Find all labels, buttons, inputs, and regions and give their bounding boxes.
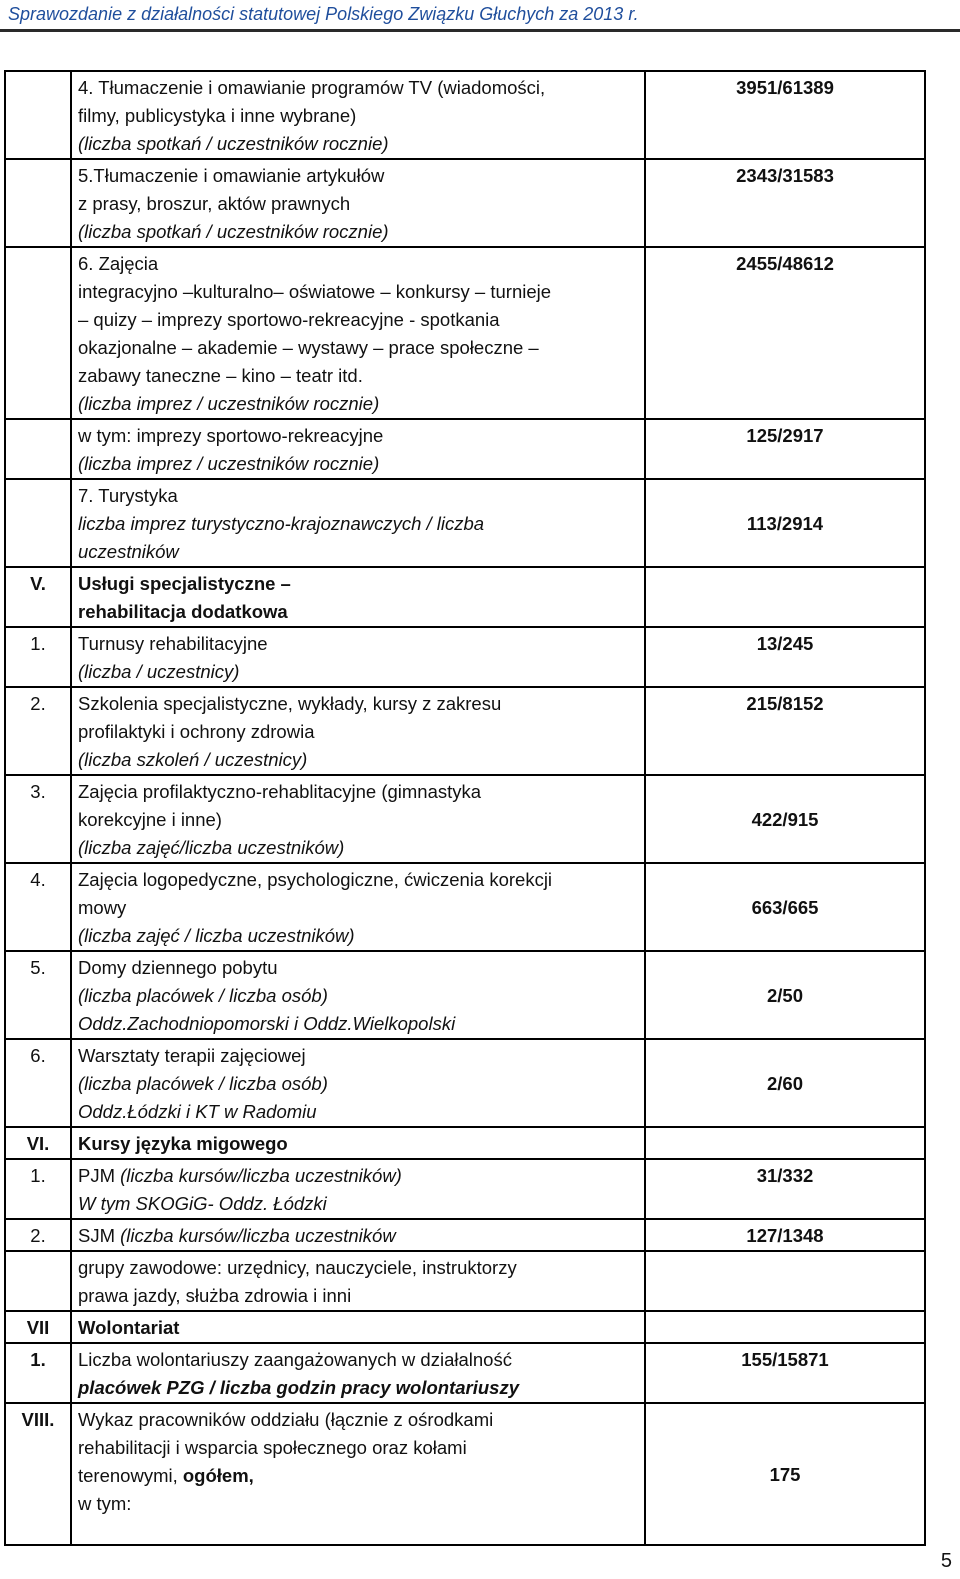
row-description xyxy=(71,567,645,627)
row-text: 5.Tłumaczenie i omawianie artykułów xyxy=(78,165,385,186)
row-text: Warsztaty terapii zajęciowej xyxy=(78,1045,306,1066)
row-value: 155/15871 xyxy=(645,1343,925,1403)
row-description xyxy=(71,1343,645,1403)
course-name: SJM xyxy=(78,1225,121,1246)
row-value: 2/50 xyxy=(645,951,925,1039)
report-header xyxy=(0,0,960,32)
table-row xyxy=(5,247,925,419)
row-text: (liczba placówek / liczba osób) xyxy=(78,1073,328,1094)
row-description xyxy=(71,159,645,247)
row-text: Domy dziennego pobytu xyxy=(78,957,278,978)
row-text: (liczba spotkań / uczestników rocznie) xyxy=(78,221,389,242)
row-description xyxy=(71,627,645,687)
row-value xyxy=(645,1311,925,1343)
row-text: w tym: imprezy sportowo-rekreacyjne xyxy=(78,425,384,446)
row-number xyxy=(5,1251,71,1311)
row-text xyxy=(78,1222,638,1250)
row-description xyxy=(71,1403,645,1545)
row-text: filmy, publicystyka i inne wybrane) xyxy=(78,105,357,126)
row-number: 6. xyxy=(5,1039,71,1127)
row-text: Wolontariat xyxy=(78,1317,180,1338)
report-table xyxy=(4,70,926,1546)
table-row xyxy=(5,687,925,775)
row-text: (liczba zajęć / liczba uczestników) xyxy=(78,925,355,946)
row-text xyxy=(78,1462,638,1490)
total-label: ogółem, xyxy=(182,1465,254,1486)
table-row xyxy=(5,1403,925,1545)
course-metric: (liczba kursów/liczba uczestników xyxy=(120,1225,396,1246)
row-number xyxy=(5,71,71,159)
table-row xyxy=(5,1219,925,1251)
row-text: Kursy języka migowego xyxy=(78,1133,288,1154)
row-text: Oddz.Łódzki i KT w Radomiu xyxy=(78,1101,317,1122)
row-value xyxy=(645,1127,925,1159)
row-value: 215/8152 xyxy=(645,687,925,775)
row-text: w tym: xyxy=(78,1493,132,1514)
row-value xyxy=(645,567,925,627)
table-row xyxy=(5,159,925,247)
row-text: liczba imprez turystyczno-krajoznawczych / liczba xyxy=(78,513,485,534)
row-value: 175 xyxy=(645,1403,925,1545)
row-text: 7. Turystyka xyxy=(78,485,178,506)
table-row xyxy=(5,863,925,951)
row-text: – quizy – imprezy sportowo-rekreacyjne - spotkania xyxy=(78,309,500,330)
row-text: (liczba imprez / uczestników rocznie) xyxy=(78,393,380,414)
row-text: W tym SKOGiG- Oddz. Łódzki xyxy=(78,1193,327,1214)
row-text: Zajęcia logopedyczne, psychologiczne, ćwiczenia korekcji xyxy=(78,869,553,890)
row-value: 663/665 xyxy=(645,863,925,951)
course-metric: (liczba kursów/liczba uczestników) xyxy=(120,1165,402,1186)
row-description xyxy=(71,951,645,1039)
table-row xyxy=(5,1127,925,1159)
row-text: (liczba / uczestnicy) xyxy=(78,661,240,682)
row-text: Turnusy rehabilitacyjne xyxy=(78,633,268,654)
row-description xyxy=(71,1251,645,1311)
row-description xyxy=(71,71,645,159)
row-text-part: terenowymi, xyxy=(78,1465,183,1486)
row-description xyxy=(71,1219,645,1251)
row-text: (liczba zajęć/liczba uczestników) xyxy=(78,837,345,858)
row-text: Liczba wolontariuszy zaangażowanych w działalność xyxy=(78,1349,512,1370)
table-row xyxy=(5,1159,925,1219)
header-title: Sprawozdanie z działalności statutowej Polskiego Związku Głuchych za 2013 r. xyxy=(8,4,639,24)
table-row xyxy=(5,419,925,479)
row-text: korekcyjne i inne) xyxy=(78,809,222,830)
row-number: 4. xyxy=(5,863,71,951)
row-value: 422/915 xyxy=(645,775,925,863)
row-value xyxy=(645,1251,925,1311)
row-text: rehabilitacji i wsparcia społecznego oraz kołami xyxy=(78,1437,467,1458)
row-value: 2455/48612 xyxy=(645,247,925,419)
course-name: PJM xyxy=(78,1165,121,1186)
row-number xyxy=(5,159,71,247)
row-text: (liczba placówek / liczba osób) xyxy=(78,985,328,1006)
row-number: 2. xyxy=(5,687,71,775)
row-text: 4. Tłumaczenie i omawianie programów TV (wiadomości, xyxy=(78,77,546,98)
table-row xyxy=(5,1343,925,1403)
row-value: 127/1348 xyxy=(645,1219,925,1251)
row-text: grupy zawodowe: urzędnicy, nauczyciele, instruktorzy xyxy=(78,1257,517,1278)
row-description xyxy=(71,247,645,419)
row-number: 5. xyxy=(5,951,71,1039)
row-text xyxy=(78,1162,638,1190)
row-number: V. xyxy=(5,567,71,627)
row-value: 2343/31583 xyxy=(645,159,925,247)
row-description xyxy=(71,687,645,775)
row-text: (liczba spotkań / uczestników rocznie) xyxy=(78,133,389,154)
row-description xyxy=(71,479,645,567)
row-text: integracyjno –kulturalno– oświatowe – konkursy – turnieje xyxy=(78,281,552,302)
row-text: Szkolenia specjalistyczne, wykłady, kursy z zakresu xyxy=(78,693,502,714)
row-text: uczestników xyxy=(78,541,179,562)
row-text: zabawy taneczne – kino – teatr itd. xyxy=(78,365,363,386)
row-text: Usługi specjalistyczne – xyxy=(78,573,291,594)
row-text: z prasy, broszur, aktów prawnych xyxy=(78,193,351,214)
row-description xyxy=(71,1311,645,1343)
row-text: placówek PZG / liczba godzin pracy wolontariuszy xyxy=(78,1377,520,1398)
row-number: VI. xyxy=(5,1127,71,1159)
table-row xyxy=(5,1251,925,1311)
table-row xyxy=(5,951,925,1039)
row-text: rehabilitacja dodatkowa xyxy=(78,601,288,622)
row-description xyxy=(71,1127,645,1159)
table-row xyxy=(5,567,925,627)
row-text: prawa jazdy, służba zdrowia i inni xyxy=(78,1285,352,1306)
row-description xyxy=(71,775,645,863)
row-description xyxy=(71,1159,645,1219)
table-row xyxy=(5,1039,925,1127)
row-text: profilaktyki i ochrony zdrowia xyxy=(78,721,315,742)
row-value: 31/332 xyxy=(645,1159,925,1219)
row-number: 1. xyxy=(5,1343,71,1403)
row-text: Oddz.Zachodniopomorski i Oddz.Wielkopolski xyxy=(78,1013,456,1034)
row-value: 2/60 xyxy=(645,1039,925,1127)
row-number: VIII. xyxy=(5,1403,71,1545)
page-number: 5 xyxy=(940,1550,952,1572)
row-number: VII xyxy=(5,1311,71,1343)
table-row xyxy=(5,627,925,687)
row-number xyxy=(5,247,71,419)
row-text: (liczba imprez / uczestników rocznie) xyxy=(78,453,380,474)
row-number: 2. xyxy=(5,1219,71,1251)
row-number: 1. xyxy=(5,1159,71,1219)
row-text: Wykaz pracowników oddziału (łącznie z ośrodkami xyxy=(78,1409,494,1430)
row-text: (liczba szkoleń / uczestnicy) xyxy=(78,749,308,770)
row-number: 3. xyxy=(5,775,71,863)
row-value: 13/245 xyxy=(645,627,925,687)
row-number xyxy=(5,419,71,479)
table-row xyxy=(5,71,925,159)
row-text: Zajęcia profilaktyczno-rehablitacyjne (gimnastyka xyxy=(78,781,482,802)
row-description xyxy=(71,1039,645,1127)
row-description xyxy=(71,863,645,951)
table-row xyxy=(5,1311,925,1343)
row-value: 125/2917 xyxy=(645,419,925,479)
table-row xyxy=(5,479,925,567)
row-text: okazjonalne – akademie – wystawy – prace społeczne – xyxy=(78,337,539,358)
row-text: 6. Zajęcia xyxy=(78,253,159,274)
row-text: mowy xyxy=(78,897,127,918)
row-number: 1. xyxy=(5,627,71,687)
row-number xyxy=(5,479,71,567)
table-row xyxy=(5,775,925,863)
row-value: 3951/61389 xyxy=(645,71,925,159)
row-description xyxy=(71,419,645,479)
row-value: 113/2914 xyxy=(645,479,925,567)
